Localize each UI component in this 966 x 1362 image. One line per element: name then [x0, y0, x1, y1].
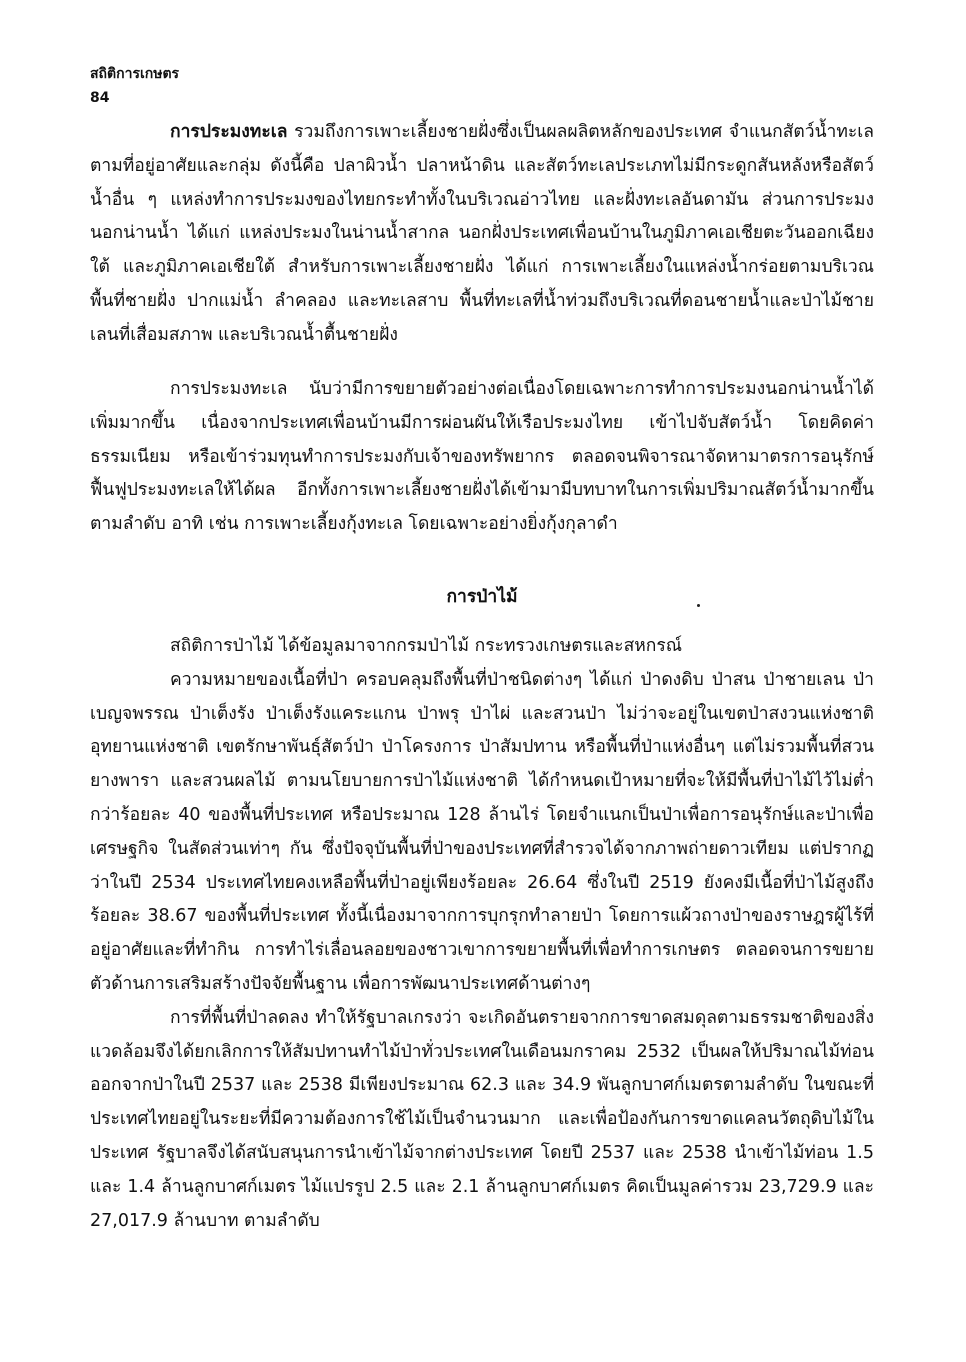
section-heading: การป่าไม้	[446, 587, 518, 607]
paragraph: การประมงทะเล นับว่ามีการขยายตัวอย่างต่อเนื่องโดยเฉพาะการทำการประมงนอกน่านน้ำได้เพิ่มมากขึ้น เนื่องจากประเทศเพื่อนบ้านมีการผ่อนผันให้เรือประมงไทย เข้าไปจับสัตว์น้ำ โดยคิดค่าธรรมเนียม หรือเข้าร่วมทุนทำการประมงกับเจ้าของทรัพยากร ตลอดจนพิจารณาจัดหามาตรการอนุรักษ์ฟื้นฟูประมงทะเลให้ได้ผล อีกทั้งการเพาะเลี้ยงชายฝั่งได้เข้ามามีบทบาทในการเพิ่มปริมาณสัตว์น้ำมากขึ้นตามลำดับ อาทิ เช่น การเพาะเลี้ยงกุ้งทะเล โดยเฉพาะอย่างยิ่งกุ้งกุลาดำ	[90, 379, 874, 535]
paragraph-text: รวมถึงการเพาะเลี้ยงชายฝั่งซึ่งเป็นผลผลิตหลักของประเทศ จำแนกสัตว์น้ำทะเล ตามที่อยู่อาศัยและกลุ่ม ดังนี้คือ ปลาผิวน้ำ ปลาหน้าดิน และสัตว์ทะเลประเภทไม่มีกระดูกสันหลังหรือสัตว์น้ำอื่น ๆ แหล่งทำการประมงของไทยกระทำทั้งในบริเวณอ่าวไทย และฝั่งทะเลอันดามัน ส่วนการประมงนอกน่านน้ำ ได้แก่ แหล่งประมงในน่านน้ำสากล นอกฝั่งประเทศเพื่อนบ้านในภูมิภาคเอเชียตะวันออกเฉียงใต้ และภูมิภาคเอเชียใต้ สำหรับการเพาะเลี้ยงชายฝั่ง ได้แก่ การเพาะเลี้ยงในแหล่งน้ำกร่อยตามบริเวณพื้นที่ชายฝั่ง ปากแม่น้ำ ลำคลอง และทะเลสาบ พื้นที่ทะเลที่น้ำท่วมถึงบริเวณที่ดอนชายน้ำและป่าไม้ชายเลนที่เสื่อมสภาพ และบริเวณน้ำตื้นชายฝั่ง	[90, 122, 874, 345]
paragraph-lead-term: การประมงทะเล	[170, 122, 288, 142]
forestry-section	[90, 630, 874, 1238]
fishery-section-part2	[90, 373, 874, 542]
paragraph: สถิติการป่าไม้ ได้ข้อมูลมาจากกรมป่าไม้ กระทรวงเกษตรและสหกรณ์	[170, 636, 683, 656]
scan-speck	[697, 604, 700, 607]
running-head	[90, 62, 179, 110]
book-title: สถิติการเกษตร	[90, 66, 180, 82]
paragraph: ความหมายของเนื้อที่ป่า ครอบคลุมถึงพื้นที่ป่าชนิดต่างๆ ได้แก่ ป่าดงดิบ ป่าสน ป่าชายเลน ป่าเบญจพรรณ ป่าเต็งรัง ป่าเต็งรังแคระแกน ป่าพรุ ป่าไผ่ และสวนป่า ไม่ว่าจะอยู่ในเขตป่าสงวนแห่งชาติ อุทยานแห่งชาติ เขตรักษาพันธุ์สัตว์ป่า ป่าโครงการ ป่าสัมปทาน หรือพื้นที่ป่าแห่งอื่นๆ แต่ไม่รวมพื้นที่สวนยางพารา และสวนผลไม้ ตามนโยบายการป่าไม้แห่งชาติ ได้กำหนดเป้าหมายที่จะให้มีพื้นที่ป่าไม้ไว้ไม่ต่ำกว่าร้อยละ 40 ของพื้นที่ประเทศ หรือประมาณ 128 ล้านไร่ โดยจำแนกเป็นป่าเพื่อการอนุรักษ์และป่าเพื่อเศรษฐกิจ ในสัดส่วนเท่าๆ กัน ซึ่งปัจจุบันพื้นที่ป่าของประเทศที่สำรวจได้จากภาพถ่ายดาวเทียม แต่ปรากฏว่าในปี 2534 ประเทศไทยคงเหลือพื้นที่ป่าอยู่เพียงร้อยละ 26.64 ซึ่งในปี 2519 ยังคงมีเนื้อที่ป่าไม้สูงถึงร้อยละ 38.67 ของพื้นที่ประเทศ ทั้งนี้เนื่องมาจากการบุกรุกทำลายป่า โดยการแผ้วถางป่าของราษฎรผู้ไร้ที่อยู่อาศัยและที่ทำกิน การทำไร่เลื่อนลอยของชาวเขาการขยายพื้นที่เพื่อทำการเกษตร ตลอดจนการขยายตัวด้านการเสริมสร้างปัจจัยพื้นฐาน เพื่อการพัฒนาประเทศด้านต่างๆ	[90, 669, 874, 994]
fishery-section-part1	[90, 116, 874, 353]
paragraph	[90, 116, 874, 353]
paragraph: การที่พื้นที่ป่าลดลง ทำให้รัฐบาลเกรงว่า จะเกิดอันตรายจากการขาดสมดุลตามธรรมชาติของสิ่งแวดล้อมจึงได้ยกเลิกการให้สัมปทานทำไม้ป่าทั่วประเทศในเดือนมกราคม 2532 เป็นผลให้ปริมาณไม้ท่อนออกจากป่าในปี 2537 และ 2538 มีเพียงประมาณ 62.3 และ 34.9 พันลูกบาศก์เมตรตามลำดับ ในขณะที่ประเทศไทยอยู่ในระยะที่มีความต้องการใช้ไม้เป็นจำนวนมาก และเพื่อป้องกันการขาดแคลนวัตถุดิบไม้ในประเทศ รัฐบาลจึงได้สนับสนุนการนำเข้าไม้จากต่างประเทศ โดยปี 2537 และ 2538 นำเข้าไม้ท่อน 1.5 และ 1.4 ล้านลูกบาศก์เมตร ไม้แปรรูป 2.5 และ 2.1 ล้านลูกบาศก์เมตร คิดเป็นมูลค่ารวม 23,729.9 และ 27,017.9 ล้านบาท ตามลำดับ	[90, 1007, 874, 1231]
page-number: 84	[90, 90, 110, 106]
